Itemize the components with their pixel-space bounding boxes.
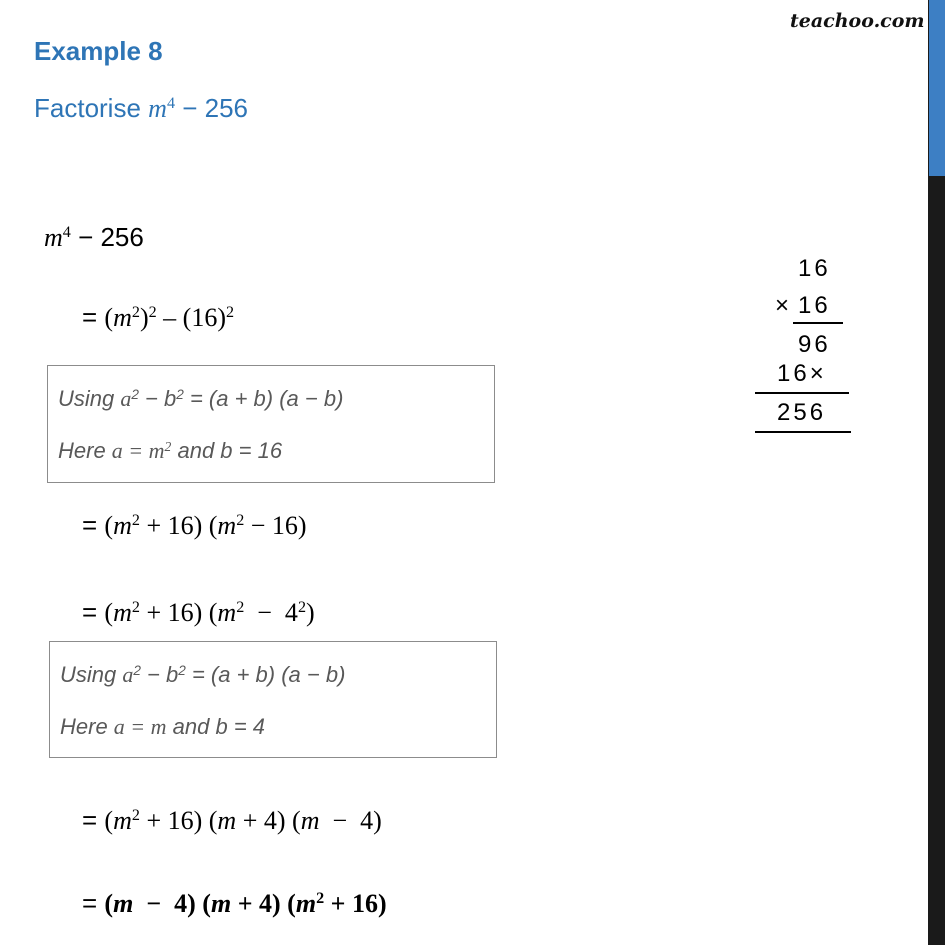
exponent: 2	[131, 512, 140, 530]
note-identity-line	[60, 662, 345, 688]
exponent: 2	[316, 890, 325, 908]
note-var: a	[113, 714, 125, 739]
note-text: and b = 16	[171, 438, 283, 463]
note-exp: 2	[178, 662, 186, 678]
scrollbar-thumb[interactable]	[929, 0, 945, 176]
var-m: m	[113, 303, 132, 332]
term: – (16)	[156, 303, 226, 332]
note-identity-line	[58, 386, 343, 412]
term: − 16)	[244, 511, 307, 540]
step-rewrite-16	[82, 597, 315, 628]
var-m: m	[217, 806, 237, 835]
note-text: Using	[60, 662, 123, 687]
question-exponent: 4	[166, 95, 175, 113]
question-rest: − 256	[175, 93, 249, 123]
var-m: m	[217, 598, 237, 627]
note-var: a	[111, 438, 123, 463]
equals: =	[82, 888, 105, 918]
var-m: m	[113, 806, 132, 835]
paren: )	[306, 598, 315, 627]
final-answer	[82, 888, 387, 919]
note-var: a	[120, 386, 132, 411]
term: − 4)	[319, 806, 382, 835]
paren: )	[139, 303, 149, 332]
equals: =	[82, 805, 105, 835]
term: + 16) (	[139, 598, 218, 627]
step-expression	[44, 222, 144, 253]
note-exp: 2	[164, 438, 172, 454]
calc-rule	[755, 431, 851, 433]
exponent: 2	[131, 807, 140, 825]
term: + 4) (	[231, 889, 296, 918]
equals: =	[82, 510, 105, 540]
example-title: Example 8	[34, 36, 163, 66]
exponent: 2	[148, 304, 157, 322]
note-text: and b = 4	[166, 714, 266, 739]
question-prefix: Factorise	[34, 93, 149, 123]
constant: − 256	[70, 222, 144, 252]
note-values-line	[60, 714, 265, 740]
paren: (	[104, 598, 114, 627]
var-m: m	[300, 806, 320, 835]
calc-rule	[755, 392, 849, 394]
var-m: m	[113, 511, 132, 540]
note-text: = (a + b) (a − b)	[183, 386, 344, 411]
term: + 16) (	[139, 806, 218, 835]
paren: (	[104, 889, 114, 918]
calc-rule	[793, 322, 843, 324]
calc-times-sign: ×	[775, 292, 793, 319]
note-exp: 2	[133, 662, 141, 678]
var-m: m	[217, 511, 237, 540]
var-m: m	[210, 889, 232, 918]
paren: (	[104, 511, 114, 540]
calc-multiplicand: 16	[798, 255, 831, 282]
note-exp: 2	[131, 386, 139, 402]
note-values-line	[58, 438, 282, 464]
identity-note	[47, 365, 495, 483]
note-text: =	[124, 714, 151, 739]
step-factored	[82, 510, 307, 541]
term: + 16) (	[139, 511, 218, 540]
term: + 4) (	[236, 806, 301, 835]
note-exp: 2	[176, 386, 184, 402]
question-text	[34, 93, 248, 124]
question-variable: m	[148, 94, 167, 123]
note-var: a	[122, 662, 134, 687]
exponent: 2	[131, 599, 140, 617]
brand-logo: teachoo.com	[790, 10, 925, 32]
term: − 4	[244, 598, 298, 627]
step-difference-of-squares	[82, 302, 234, 333]
note-text: − b	[138, 386, 177, 411]
paren: (	[104, 806, 114, 835]
note-text: Here	[60, 714, 114, 739]
note-text: − b	[140, 662, 179, 687]
equals: =	[82, 302, 105, 332]
calc-partial-2: 16×	[777, 360, 827, 387]
equals: =	[82, 597, 105, 627]
exponent: 2	[236, 512, 245, 530]
exponent: 2	[236, 599, 245, 617]
var-m: m	[44, 223, 63, 252]
var-m: m	[113, 598, 132, 627]
calc-partial-1: 96	[798, 331, 831, 358]
note-text: Using	[58, 386, 121, 411]
term: − 4) (	[133, 889, 211, 918]
note-text: =	[122, 438, 149, 463]
paren: (	[104, 303, 114, 332]
note-var: m	[150, 714, 167, 739]
step-full-factor	[82, 805, 382, 836]
note-text: = (a + b) (a − b)	[185, 662, 346, 687]
var-m: m	[113, 889, 134, 918]
term: + 16)	[324, 889, 387, 918]
calc-result: 256	[777, 399, 827, 426]
var-m: m	[295, 889, 317, 918]
exponent: 2	[297, 599, 306, 617]
note-text: Here	[58, 438, 112, 463]
exponent: 2	[131, 304, 140, 322]
identity-note	[49, 641, 497, 758]
exponent: 2	[226, 304, 235, 322]
note-var: m	[148, 438, 165, 463]
calc-multiplier: 16	[798, 292, 831, 319]
exponent: 4	[62, 224, 71, 242]
